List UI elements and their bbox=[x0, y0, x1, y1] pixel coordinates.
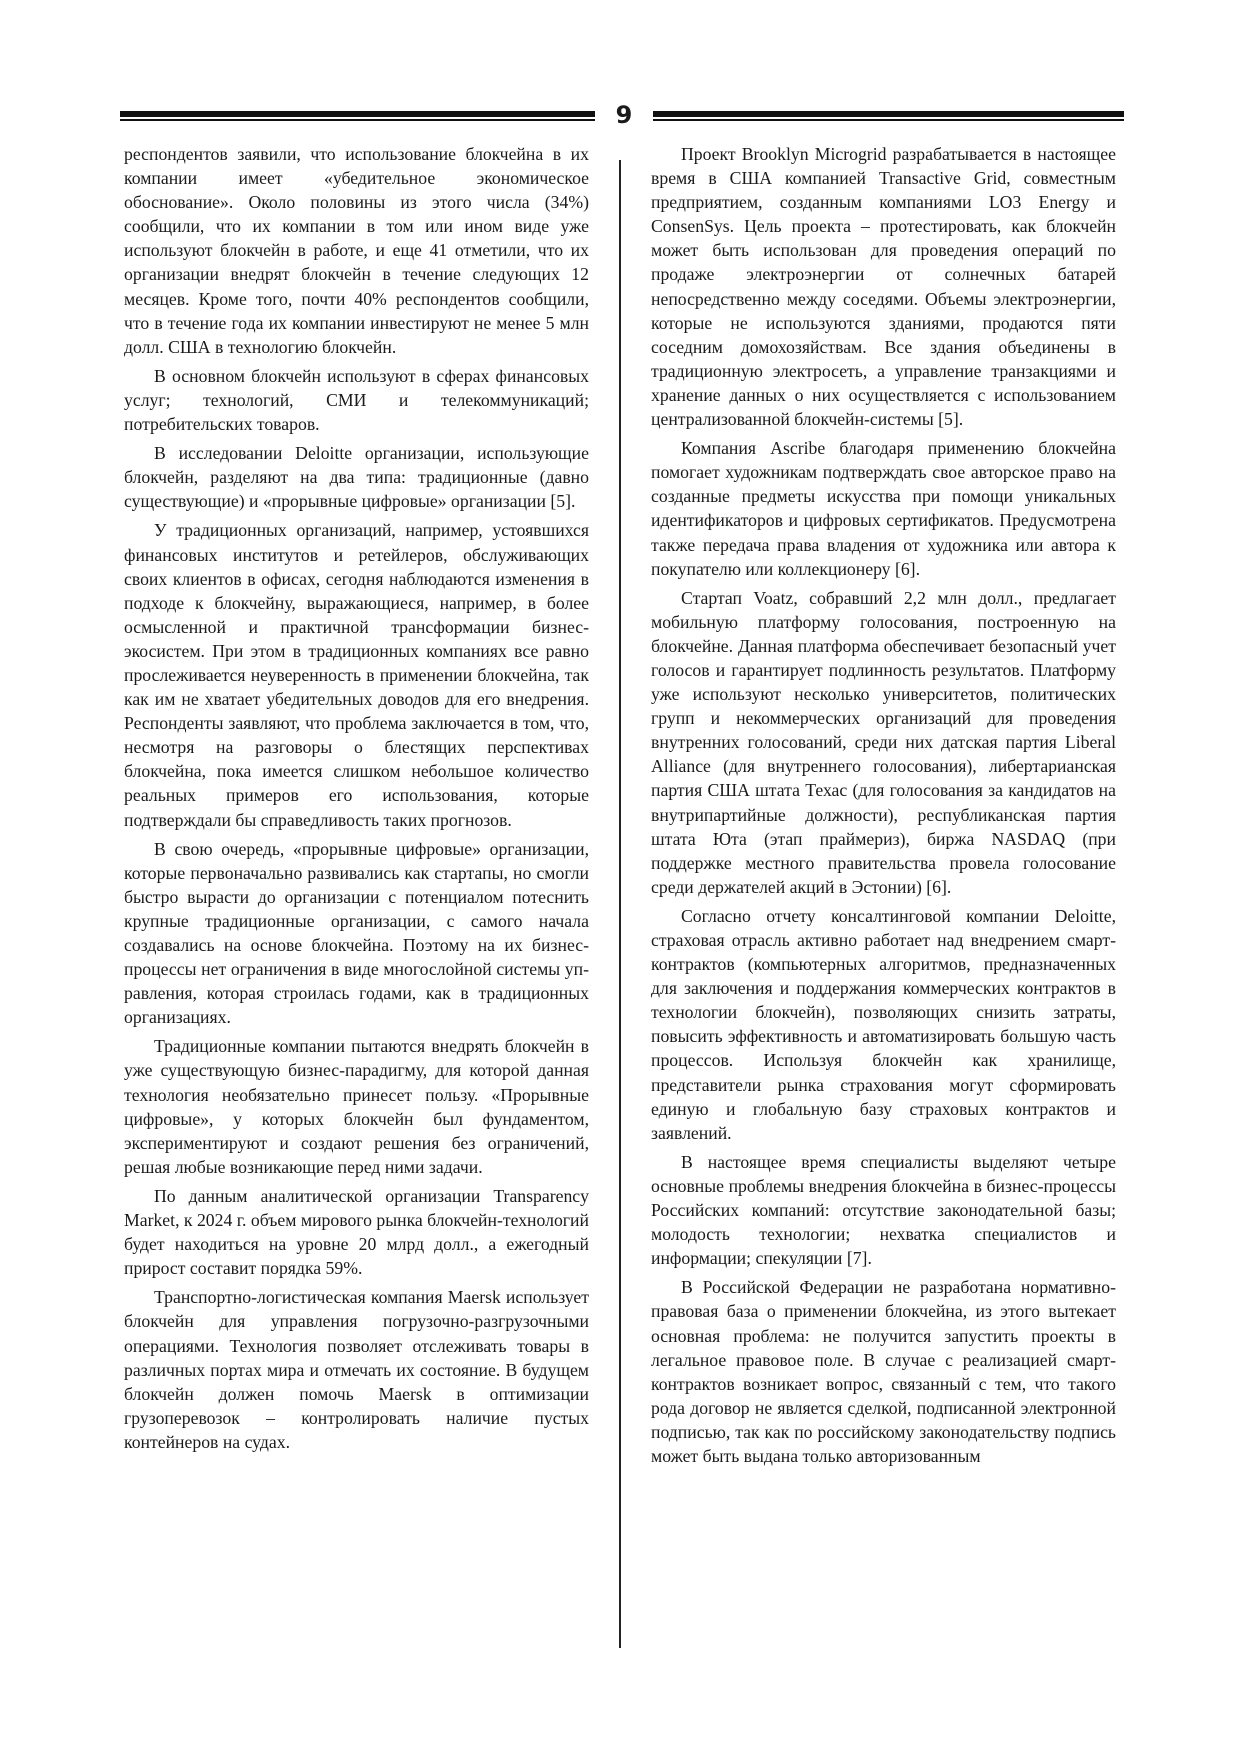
paragraph: В исследовании Deloitte организации, использующие блокчейн, разделяют на два типа: традиционные (давно существующие) и «прорывные цифровые» организации [5]. bbox=[124, 443, 589, 512]
header-rule-left bbox=[120, 111, 595, 121]
paragraph: У традиционных организаций, например, устоявшихся финансовых институтов и ретейлеров, обслуживающих своих клиентов в офисах, сегодня наблюдаются изменения в подходе к блокчейну, выражающиеся, например, в более осмысленной и практичной трансформации бизнес-экосистем. При этом в традиционных компаниях все равно прослеживается неуверенность в применении блокчейна, так как им не хватает убедительных доводов для его внедрения. Респонденты заявляют, что проблема заключается в том, что, несмотря на разговоры о блестящих перспективах блокчейна, пока имеется слишком небольшое количество реальных примеров его использования, которые подтверждали бы справедливость таких прогнозов. bbox=[124, 520, 589, 830]
paragraph: В Российской Федерации не разработана нормативно-правовая база о применении блокчейна, из этого вытекает основная проблема: не получится запустить проекты в легальное правовое поле. В случае с реализацией смарт-контрактов возникает вопрос, связанный с тем, что такого рода договор не является сделкой, подписанной электронной подписью, так как по российскому законодательству подпись может быть выдана только авторизованным bbox=[651, 1277, 1116, 1466]
page-number: 9 bbox=[615, 101, 633, 129]
column-divider bbox=[619, 160, 621, 1648]
page-header bbox=[120, 98, 1124, 132]
paragraph: Проект Brooklyn Microgrid разрабатывается в настоящее время в США компанией Transactive Grid, совместным предприятием, созданным компаниями LO3 Energy и ConsenSys. Цель проекта – протестировать, как блокчейн может быть использован для проведения операций по продаже электроэнергии от солнечных батарей непосредственно между соседями. Объемы электроэнергии, которые не используются зданиями, продаются пяти соседним домохозяйствам. Все здания объединены в традиционную электросеть, а управление транзакциями и хранение данных о них осуществляется с использованием централизованной блокчейн-системы [5]. bbox=[651, 144, 1116, 430]
header-rule-right bbox=[653, 111, 1124, 121]
paragraph: Традиционные компании пытаются внедрять блокчейн в уже существующую бизнес-парадигму, для которой данная технология необязательно принесет пользу. «Прорывные цифровые», у которых блокчейн был фундаментом, экспериментируют и создают решения без ограничений, решая любые возникающие перед ними задачи. bbox=[124, 1036, 589, 1177]
paragraph: Транспортно-логистическая компания Maersk использует блокчейн для управления погрузочно-разгрузочными операциями. Технология позволяет отслеживать товары в различных портах мира и отмечать их состояние. В будущем блокчейн должен помочь Maersk в оптимизации грузоперевозок – контролировать наличие пустых контейнеров на судах. bbox=[124, 1287, 589, 1452]
paragraph: В свою очередь, «прорывные цифровые» организации, которые первоначально развивались как стартапы, но смогли быстро вырасти до организации с потенциалом потеснить крупные традиционные организации, с самого начала создавались на основе блокчейна. Поэтому на их бизнес-процессы нет ограничения в виде многослойной системы управления, которая строилась годами, как в традиционных организациях. bbox=[124, 838, 589, 1028]
paragraph: респондентов заявили, что использование блокчейна в их компании имеет «убедительное экономическое обоснование». Около половины из этого числа (34%) сообщили, что их компании в том или ином виде уже используют блокчейн в работе, и еще 41 отметили, что их организации внедрят блокчейн в течение следующих 12 месяцев. Кроме того, почти 40% респондентов сообщили, что в течение года их компании инвестируют не менее 5 млн долл. США в технологию блокчейн. bbox=[124, 144, 589, 357]
paragraph: В настоящее время специалисты выделяют четыре основные проблемы внедрения блокчейна в бизнес-процессы Российских компаний: отсутствие законодательной базы; молодость технологии; нехватка специалистов и информации; спекуляции [7]. bbox=[651, 1151, 1116, 1269]
paragraph: Компания Ascribe благодаря применению блокчейна помогает художникам подтверждать свое авторское право на созданные предметы искусства при помощи уникальных идентификаторов и цифровых сертификатов. Предусмотрена также передача права владения от художника или автора к покупателю или коллекционеру [6]. bbox=[651, 438, 1116, 579]
paragraph: Согласно отчету консалтинговой компании Deloitte, страховая отрасль активно работает над внедрением смарт-контрактов (компьютерных алгоритмов, предназначенных для заключения и поддержания коммерческих контрактов в технологии блокчейн), позволяющих снизить затраты, повысить эффективность и автоматизировать большую часть процессов. Используя блокчейн как хранилище, представители рынка страхования могут сформировать единую и глобальную базу страховых контрактов и заявлений. bbox=[651, 905, 1116, 1143]
paragraph: По данным аналитической организации Transparency Market, к 2024 г. объем мирового рынка блокчейн-технологий будет находиться на уровне 20 млрд долл., а ежегодный прирост составит порядка 59%. bbox=[124, 1185, 589, 1279]
right-column bbox=[651, 142, 1116, 1473]
paragraph: Стартап Voatz, собравший 2,2 млн долл., предлагает мобильную платформу голосования, построенную на блокчейне. Данная платформа обеспечивает безопасный учет голосов и гарантирует подлинность результатов. Платформу уже используют несколько университетов, политических групп и некоммерческих организаций для проведения внутренних голосований, среди них датская партия Liberal Alliance (для внутреннего голосования), либертарианская партия США штата Техас (для голосования за кандидатов на внутрипартийные должности), республиканская партия штата Юта (этап праймериз), биржа NASDAQ (при поддержке местного правительства провела голосование среди держателей акций в Эстонии) [6]. bbox=[651, 587, 1116, 897]
left-column bbox=[124, 142, 589, 1459]
paragraph: В основном блокчейн используют в сферах финансовых услуг; технологий, СМИ и телекоммуникаций; потребительских товаров. bbox=[124, 365, 589, 435]
